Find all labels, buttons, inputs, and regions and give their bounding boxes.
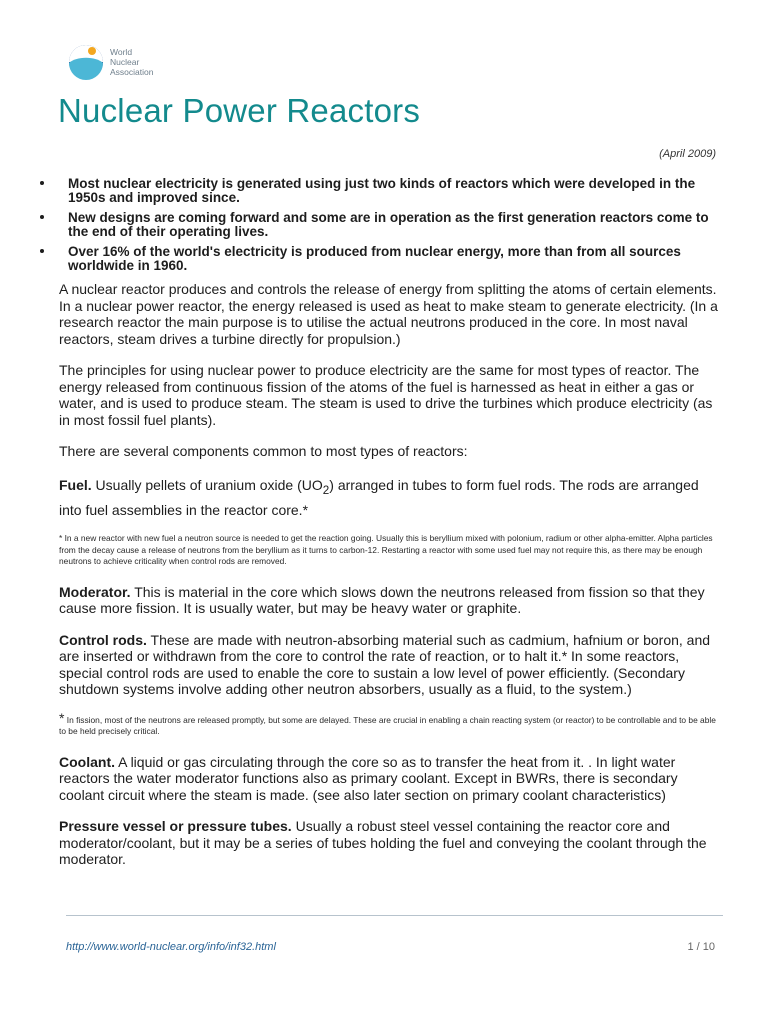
coolant-label: Coolant.: [59, 753, 115, 770]
fuel-text-before: Usually pellets of uranium oxide (UO: [91, 476, 323, 493]
logo-line: Association: [110, 67, 154, 77]
footnote-fission-text: In fission, most of the neutrons are released promptly, but some are delayed. These are crucial in enabling a chain reacting system (or reactor) to be controllable and to be able to be held precisely critical.: [59, 714, 716, 737]
logo-line: Nuclear: [110, 57, 140, 67]
bullet-text: New designs are coming forward and some are in operation as the first generation reactors come to the end of their operating lives.: [68, 210, 709, 239]
footnote-star: *: [59, 709, 65, 726]
footer-divider: [66, 915, 723, 916]
publication-date: (April 2009): [659, 148, 716, 160]
logo-globe-icon: [66, 42, 106, 82]
paragraph-pressure-vessel: [59, 818, 724, 868]
footer-url-link[interactable]: http://www.world-nuclear.org/info/inf32.html: [66, 941, 276, 953]
moderator-text: This is material in the core which slows down the neutrons released from fission so that they cause more fission. It is usually water, but may be heavy water or graphite.: [59, 583, 705, 617]
page-number: 1 / 10: [687, 941, 715, 953]
bullet-dot-icon: [40, 249, 44, 253]
pressure-vessel-label: Pressure vessel or pressure tubes.: [59, 818, 292, 835]
bullet-dot-icon: [40, 215, 44, 219]
paragraph-coolant: [59, 754, 724, 804]
coolant-text: A liquid or gas circulating through the core so as to transfer the heat from it. . In light water reactors the water moderator functions also as primary coolant. Except in BWRs, there is secondary coolant circuit where the steam is made. (see also later section on primary coolant characteristics): [59, 753, 678, 803]
world-nuclear-association-logo: [66, 42, 176, 84]
logo-line: World: [110, 47, 133, 57]
summary-bullets: [40, 177, 720, 279]
footnote-fission: [59, 709, 724, 738]
fuel-subscript: 2: [322, 483, 330, 497]
bullet-text: Most nuclear electricity is generated using just two kinds of reactors which were developed in the 1950s and improved since.: [68, 176, 696, 205]
page-title: Nuclear Power Reactors: [58, 92, 421, 129]
article-body: [59, 281, 724, 883]
paragraph-control-rods: [59, 632, 724, 698]
paragraph-principles: The principles for using nuclear power to produce electricity are the same for most types of reactor. The energy released from continuous fission of the atoms of the fuel is harnessed as heat in either a gas or water, and is used to produce steam. The steam is used to drive the turbines which produce electricity (as in most fossil fuel plants).: [59, 362, 713, 428]
logo-text: [110, 47, 153, 77]
paragraph-moderator: [59, 584, 724, 617]
bullet-dot-icon: [40, 181, 44, 185]
paragraph-components-intro: There are several components common to most types of reactors:: [59, 443, 468, 459]
bullet-text: Over 16% of the world's electricity is produced from nuclear energy, more than from all sources worldwide in 1960.: [68, 244, 681, 273]
control-rods-label: Control rods.: [59, 631, 147, 648]
control-rods-text: These are made with neutron-absorbing material such as cadmium, hafnium or boron, and are inserted or withdrawn from the core to control the rate of reaction, or to halt it.* In some reactors, special control rods are used to enable the core to sustain a low level of power efficiently. (Secondary shutdown systems involve adding other neutron absorbers, usually as a fluid, to the system.): [59, 631, 711, 698]
summary-bullet: [40, 245, 720, 273]
paragraph-fuel: [59, 475, 724, 522]
footnote-neutron-source: * In a new reactor with new fuel a neutron source is needed to get the reaction going. Usually this is beryllium mixed with polonium, radium or other alpha-emitter. Alpha particles from the decay cause a release of neutrons from the beryllium as it turns to carbon-12. Restarting a reactor with some used fuel may not require this, as there may be enough neutrons to achieve criticality when control rods are removed.: [59, 533, 713, 567]
summary-bullet: [40, 177, 720, 205]
fuel-text-after: ) arranged in tubes to form fuel rods. The rods are arranged into fuel assemblies in the reactor core.*: [59, 476, 699, 519]
fuel-label: Fuel.: [59, 476, 92, 493]
moderator-label: Moderator.: [59, 583, 131, 600]
paragraph-intro: A nuclear reactor produces and controls the release of energy from splitting the atoms of certain elements. In a nuclear power reactor, the energy released is used as heat to make steam to generate electricity. (In a research reactor the main purpose is to utilise the actual neutrons produced in the core. In most naval reactors, steam drives a turbine directly for propulsion.): [59, 281, 718, 347]
pressure-vessel-text: Usually a robust steel vessel containing the reactor core and moderator/coolant, but it may be a series of tubes holding the fuel and conveying the coolant through the moderator.: [59, 818, 707, 868]
summary-bullet: [40, 211, 720, 239]
